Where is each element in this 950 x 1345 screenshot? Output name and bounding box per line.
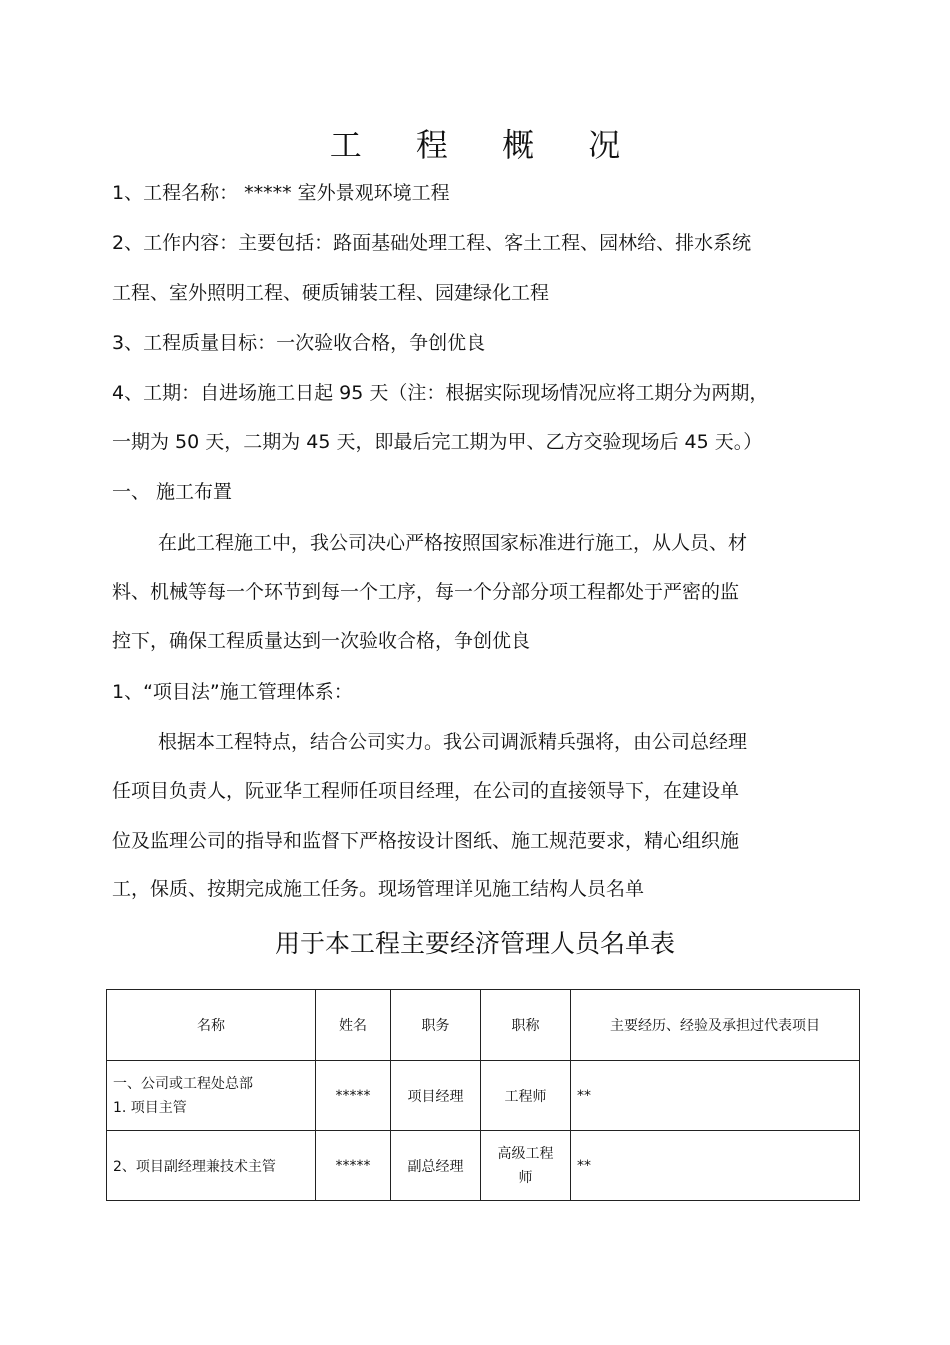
layout-paragraph-line: 在此工程施工中，我公司决心严格按照国家标准进行施工，从人员、材	[158, 532, 748, 554]
staff-table	[106, 989, 860, 1201]
management-paragraph-line: 工，保质、按期完成施工任务。现场管理详见施工结构人员名单	[112, 878, 645, 900]
cell-position: 项目经理	[391, 1061, 481, 1131]
cell-person: *****	[316, 1131, 391, 1201]
work-content-line-cont: 工程、室外照明工程、硬质铺装工程、园建绿化工程	[112, 282, 550, 304]
header-experience: 主要经历、经验及承担过代表项目	[571, 990, 860, 1061]
project-name-line: 1、工程名称： ***** 室外景观环境工程	[112, 182, 450, 204]
section-heading-layout: 一、 施工布置	[112, 481, 233, 503]
cell-name: 2、项目副经理兼技术主管	[107, 1131, 316, 1201]
header-person: 姓名	[316, 990, 391, 1061]
cell-experience: **	[571, 1131, 860, 1201]
header-name: 名称	[107, 990, 316, 1061]
header-position: 职务	[391, 990, 481, 1061]
table-row	[107, 1131, 860, 1201]
cell-title: 高级工程 师	[481, 1131, 571, 1201]
cell-name: 一、公司或工程处总部 1. 项目主管	[107, 1061, 316, 1131]
quality-target-line: 3、工程质量目标：一次验收合格，争创优良	[112, 332, 486, 354]
table-row	[107, 1061, 860, 1131]
layout-paragraph-line: 料、机械等每一个环节到每一个工序，每一个分部分项工程都处于严密的监	[112, 581, 740, 603]
page-title: 工 程 概 况	[329, 126, 643, 164]
table-header-row	[107, 990, 860, 1061]
header-title: 职称	[481, 990, 571, 1061]
cell-person: *****	[316, 1061, 391, 1131]
management-paragraph-line: 位及监理公司的指导和监督下严格按设计图纸、施工规范要求，精心组织施	[112, 830, 740, 852]
management-paragraph-line: 任项目负责人，阮亚华工程师任项目经理，在公司的直接领导下，在建设单	[112, 780, 740, 802]
work-content-line: 2、工作内容：主要包括：路面基础处理工程、客土工程、园林给、排水系统	[112, 232, 752, 254]
table-title: 用于本工程主要经济管理人员名单表	[274, 929, 675, 958]
schedule-line-cont: 一期为 50 天，二期为 45 天，即最后完工期为甲、乙方交验现场后 45 天。）	[112, 431, 763, 453]
cell-title: 工程师	[481, 1061, 571, 1131]
schedule-line: 4、工期：自进场施工日起 95 天（注：根据实际现场情况应将工期分为两期，	[112, 382, 769, 404]
management-system-heading: 1、“项目法”施工管理体系：	[112, 681, 353, 703]
management-paragraph-line: 根据本工程特点，结合公司实力。我公司调派精兵强将，由公司总经理	[158, 731, 748, 753]
layout-paragraph-line: 控下，确保工程质量达到一次验收合格，争创优良	[112, 630, 531, 652]
cell-position: 副总经理	[391, 1131, 481, 1201]
cell-experience: **	[571, 1061, 860, 1131]
